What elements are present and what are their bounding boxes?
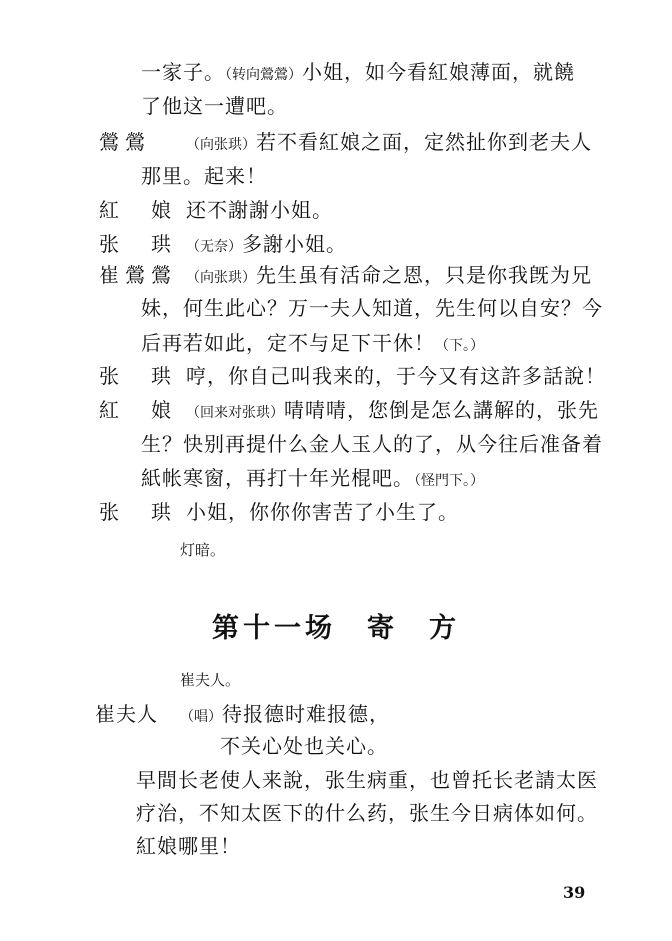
dialogue-text: 小姐，如今看紅娘薄面，就饒 xyxy=(302,60,575,84)
song-line: 不关心处也关心。 xyxy=(220,734,388,758)
dialogue-line xyxy=(186,263,592,290)
song-line xyxy=(180,702,390,729)
dialogue-line: 疗治，不知太医下的什么药，张生今日病体如何。 xyxy=(136,801,598,825)
stage-direction: （怪門下。） xyxy=(414,473,484,489)
stage-direction: （无奈） xyxy=(186,239,242,255)
dialogue-line xyxy=(141,60,575,87)
stage-direction: （回来对张珙） xyxy=(186,405,284,421)
dialogue-line: 妹，何生此心？万一夫人知道，先生何以自安？今 xyxy=(141,296,603,320)
stage-direction: （向张珙） xyxy=(186,270,256,286)
speaker-name: 张 珙 xyxy=(99,232,177,256)
speaker-name: 紅 娘 xyxy=(99,198,177,222)
speaker-name: 崔鶯鶯 xyxy=(99,263,177,287)
speaker-name: 张 珙 xyxy=(99,500,177,524)
dialogue-line: 哼，你自己叫我来的，于今又有这許多話說！ xyxy=(186,364,606,388)
stage-direction: （转向鶯鶯） xyxy=(225,67,302,83)
dialogue-line: 了他这一遭吧。 xyxy=(141,94,288,118)
dialogue-text: 先生虽有活命之恩，只是你我旣为兄 xyxy=(256,263,592,287)
dialogue-line xyxy=(141,331,484,358)
dialogue-line: 生？快别再提什么金人玉人的了，从今往后准备着 xyxy=(141,432,603,456)
stage-direction: 崔夫人。 xyxy=(180,671,241,689)
dialogue-text: 啨啨啨，您倒是怎么講解的，张先 xyxy=(284,398,599,422)
page-number: 39 xyxy=(563,883,586,902)
dialogue-line: 还不謝謝小姐。 xyxy=(186,198,333,222)
dialogue-line: 那里。起来！ xyxy=(141,164,267,188)
speaker-name: 崔夫人 xyxy=(95,702,158,726)
dialogue-line xyxy=(186,232,347,259)
stage-direction: （下。） xyxy=(435,338,484,354)
dialogue-text: 紙帐寒窗，再打十年光棍吧。 xyxy=(141,466,414,490)
speaker-name: 张 珙 xyxy=(99,364,177,388)
dialogue-line: 小姐，你你你害苦了小生了。 xyxy=(186,500,459,524)
stage-direction: （唱） xyxy=(180,709,222,725)
dialogue-text: 一家子。 xyxy=(141,60,225,84)
song-text: 待报德时难报德， xyxy=(222,702,390,726)
dialogue-line: 早間长老使人来說，张生病重，也曾托长老請太医 xyxy=(136,768,598,792)
dialogue-line xyxy=(186,130,592,157)
scene-title: 第十一场 寄 方 xyxy=(212,613,460,644)
speaker-name: 紅 娘 xyxy=(99,398,177,422)
dialogue-text: 多謝小姐。 xyxy=(242,232,347,256)
stage-direction: 灯暗。 xyxy=(180,541,226,559)
dialogue-line xyxy=(141,466,484,493)
stage-direction: （向张珙） xyxy=(186,137,256,153)
dialogue-text: 若不看紅娘之面，定然扯你到老夫人 xyxy=(256,130,592,154)
dialogue-line: 紅娘哪里！ xyxy=(136,834,241,858)
dialogue-text: 后再若如此，定不与足下干休！ xyxy=(141,331,435,355)
dialogue-line xyxy=(186,398,599,425)
speaker-name: 鶯鶯 xyxy=(99,130,151,154)
